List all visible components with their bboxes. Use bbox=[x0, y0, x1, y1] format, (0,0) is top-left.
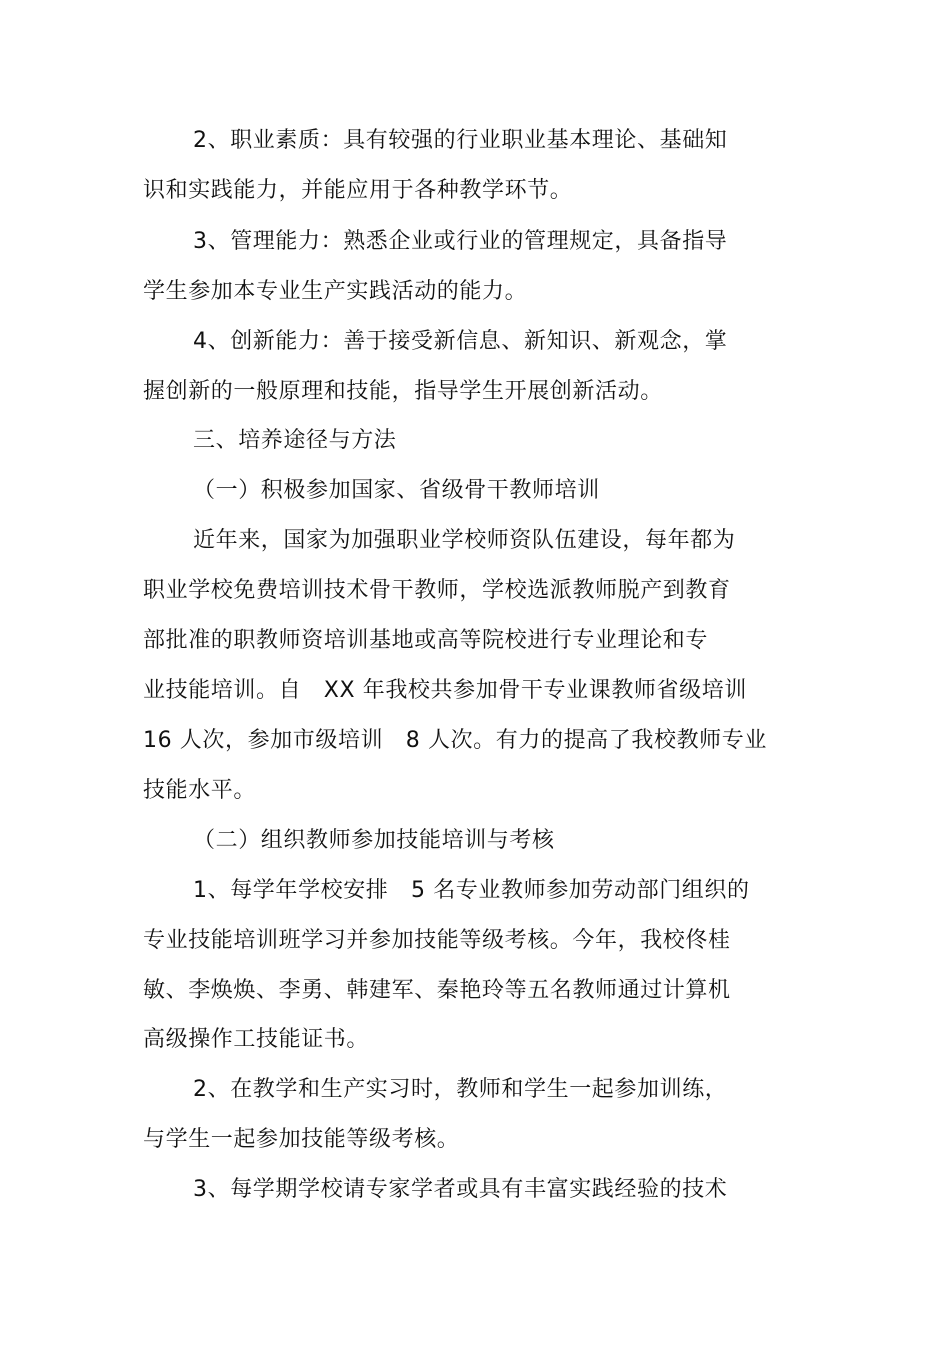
paragraph-line: 敏、李焕焕、李勇、韩建军、秦艳玲等五名教师通过计算机 bbox=[143, 978, 731, 1003]
paragraph-line: 职业学校免费培训技术骨干教师，学校选派教师脱产到教育 bbox=[143, 578, 731, 603]
paragraph-line: 2、职业素质：具有较强的行业职业基本理论、基础知 bbox=[193, 128, 728, 153]
paragraph-line: 3、每学期学校请专家学者或具有丰富实践经验的技术 bbox=[193, 1177, 728, 1202]
paragraph-line: 近年来，国家为加强职业学校师资队伍建设，每年都为 bbox=[193, 528, 736, 553]
paragraph-line: 识和实践能力，并能应用于各种教学环节。 bbox=[143, 178, 573, 203]
paragraph-line: 部批准的职教师资培训基地或高等院校进行专业理论和专 bbox=[143, 628, 709, 653]
paragraph-line: 3、管理能力：熟悉企业或行业的管理规定，具备指导 bbox=[193, 229, 728, 254]
paragraph-line: 与学生一起参加技能等级考核。 bbox=[143, 1127, 460, 1152]
subsection-heading: （二）组织教师参加技能培训与考核 bbox=[193, 828, 555, 853]
paragraph-line: 4、创新能力：善于接受新信息、新知识、新观念，掌 bbox=[193, 329, 728, 354]
section-heading: 三、培养途径与方法 bbox=[193, 428, 397, 453]
subsection-heading: （一）积极参加国家、省级骨干教师培训 bbox=[193, 478, 600, 503]
paragraph-line: 16 人次，参加市级培训 8 人次。有力的提高了我校教师专业 bbox=[143, 728, 767, 753]
paragraph-line: 学生参加本专业生产实践活动的能力。 bbox=[143, 279, 528, 304]
paragraph-line: 1、每学年学校安排 5 名专业教师参加劳动部门组织的 bbox=[193, 878, 750, 903]
paragraph-line: 握创新的一般原理和技能，指导学生开展创新活动。 bbox=[143, 379, 663, 404]
paragraph-line: 技能水平。 bbox=[143, 778, 257, 803]
paragraph-line: 专业技能培训班学习并参加技能等级考核。今年，我校佟桂 bbox=[143, 928, 731, 953]
paragraph-line: 业技能培训。自 XX 年我校共参加骨干专业课教师省级培训 bbox=[143, 678, 747, 703]
paragraph-line: 高级操作工技能证书。 bbox=[143, 1027, 370, 1052]
paragraph-line: 2、在教学和生产实习时，教师和学生一起参加训练， bbox=[193, 1077, 728, 1102]
